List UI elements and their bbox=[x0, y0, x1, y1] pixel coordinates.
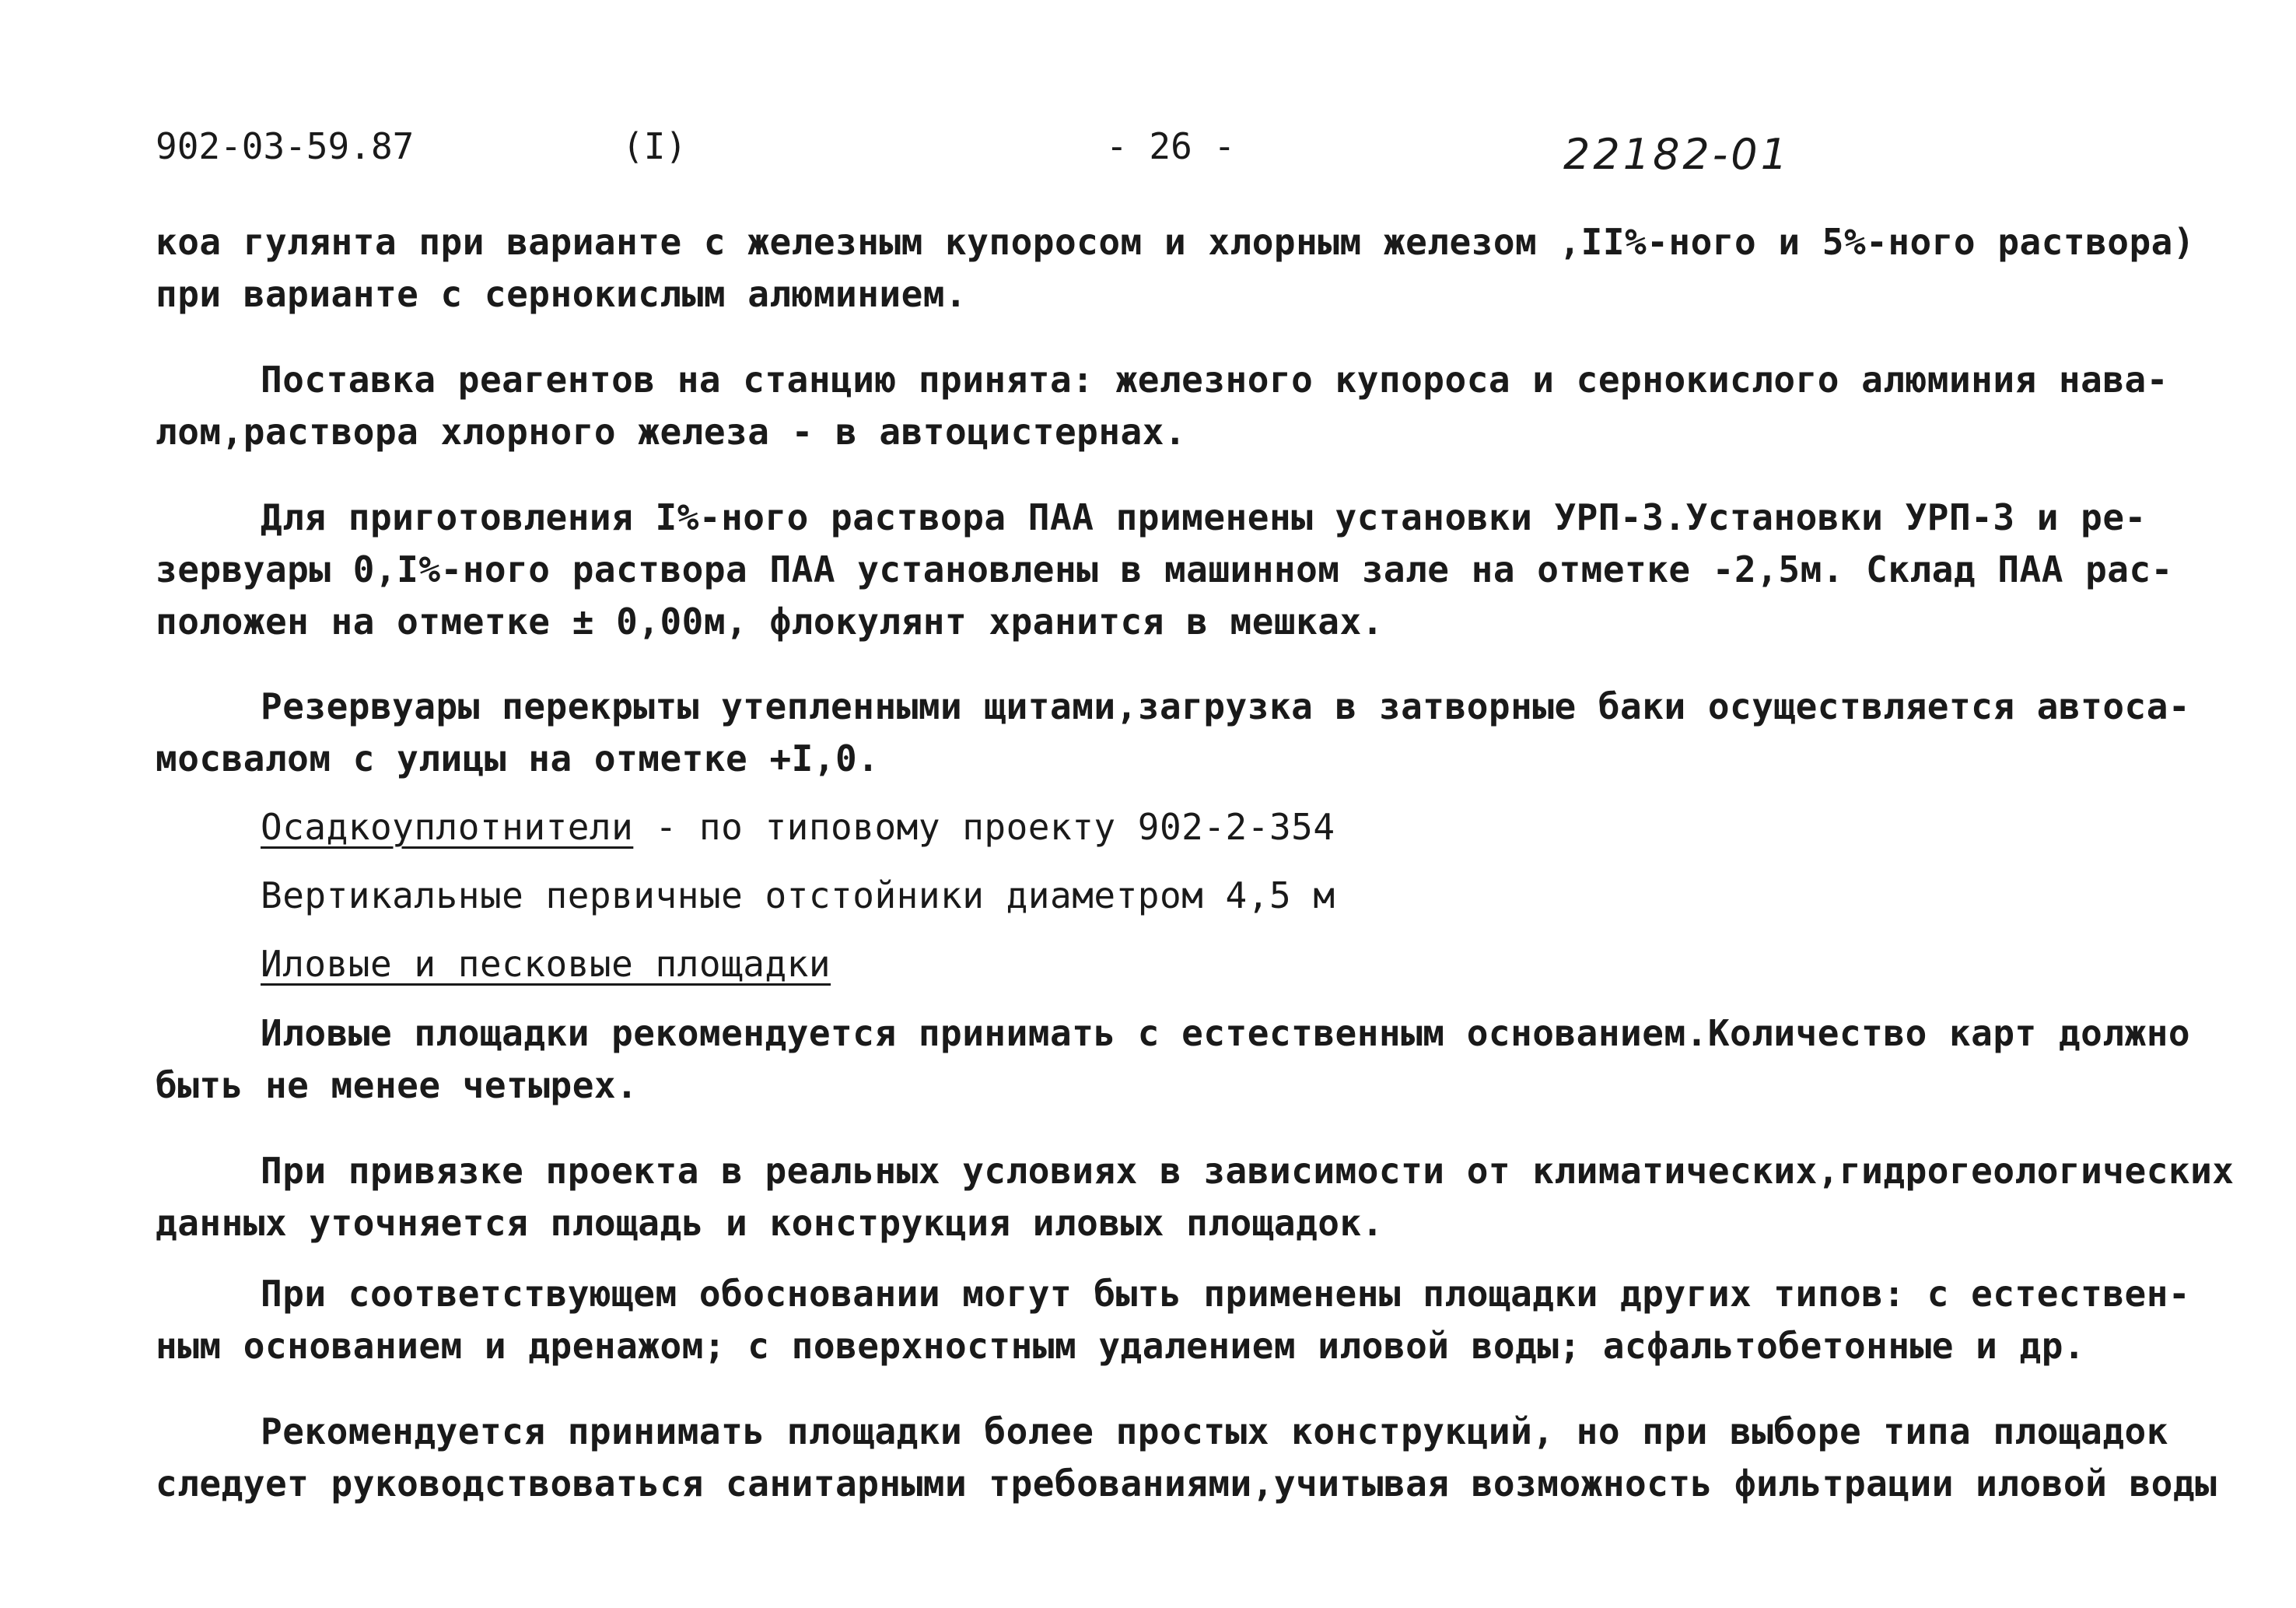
paragraph-line: лом,раствора хлорного железа - в автоцистернах. bbox=[156, 411, 1187, 453]
paragraph-line: Иловые площадки рекомендуется принимать с естественным основанием.Количество карт должно bbox=[261, 1012, 2191, 1054]
paragraph-line: Резервуары перекрыты утепленными щитами,загрузка в затворные баки осуществляется автоса- bbox=[261, 685, 2191, 727]
paragraph-line: данных уточняется площадь и конструкция иловых площадок. bbox=[156, 1202, 1384, 1244]
paragraph-line: Поставка реагентов на станцию принята: железного купороса и сернокислого алюминия нава- bbox=[261, 359, 2168, 401]
paragraph-line: коа гулянта при варианте с железным купоросом и хлорным железом ,II%-ного и 5%-ного раствора) bbox=[156, 221, 2196, 263]
paragraph-line: положен на отметке ± 0,00м, флокулянт хранится в мешках. bbox=[156, 601, 1384, 643]
paragraph-line: зервуары 0,I%-ного раствора ПАА установлены в машинном зале на отметке -2,5м. Склад ПАА рас- bbox=[156, 548, 2173, 590]
page-number: - 26 - bbox=[1106, 125, 1236, 167]
paragraph-line: При соответствующем обосновании могут быть применены площадки других типов: с естествен- bbox=[261, 1273, 2191, 1315]
inventory-number: 22182-01 bbox=[1563, 130, 1790, 179]
section-line-sludge-beds bbox=[261, 943, 831, 985]
paragraph-line: при варианте с сернокислым алюминием. bbox=[156, 273, 968, 315]
section-line-settlers: Вертикальные первичные отстойники диаметром 4,5 м bbox=[261, 874, 1335, 916]
section-heading: Осадкоуплотнители bbox=[261, 806, 634, 848]
document-code: 902-03-59.87 bbox=[156, 125, 415, 167]
paragraph-line: мосвалом с улицы на отметке +I,0. bbox=[156, 737, 880, 779]
paragraph-line: При привязке проекта в реальных условиях в зависимости от климатических,гидрогеологических bbox=[261, 1150, 2235, 1192]
section-line-thickeners bbox=[261, 806, 1335, 848]
volume-number: (I) bbox=[622, 125, 688, 167]
paragraph-line: Рекомендуется принимать площадки более простых конструкций, но при выборе типа площадок bbox=[261, 1410, 2168, 1452]
paragraph-line: ным основанием и дренажом; с поверхностным удалением иловой воды; асфальтобетонные и др. bbox=[156, 1325, 2086, 1367]
section-heading: Иловые и песковые площадки bbox=[261, 943, 831, 985]
paragraph-line: Для приготовления I%-ного раствора ПАА применены установки УРП-3.Установки УРП-3 и ре- bbox=[261, 496, 2147, 538]
paragraph-line: быть не менее четырех. bbox=[156, 1064, 639, 1106]
section-text: - по типовому проекту 902-2-354 bbox=[633, 806, 1335, 848]
paragraph-line: следует руководствоваться санитарными требованиями,учитывая возможность фильтрации иловой воды bbox=[156, 1463, 2217, 1505]
